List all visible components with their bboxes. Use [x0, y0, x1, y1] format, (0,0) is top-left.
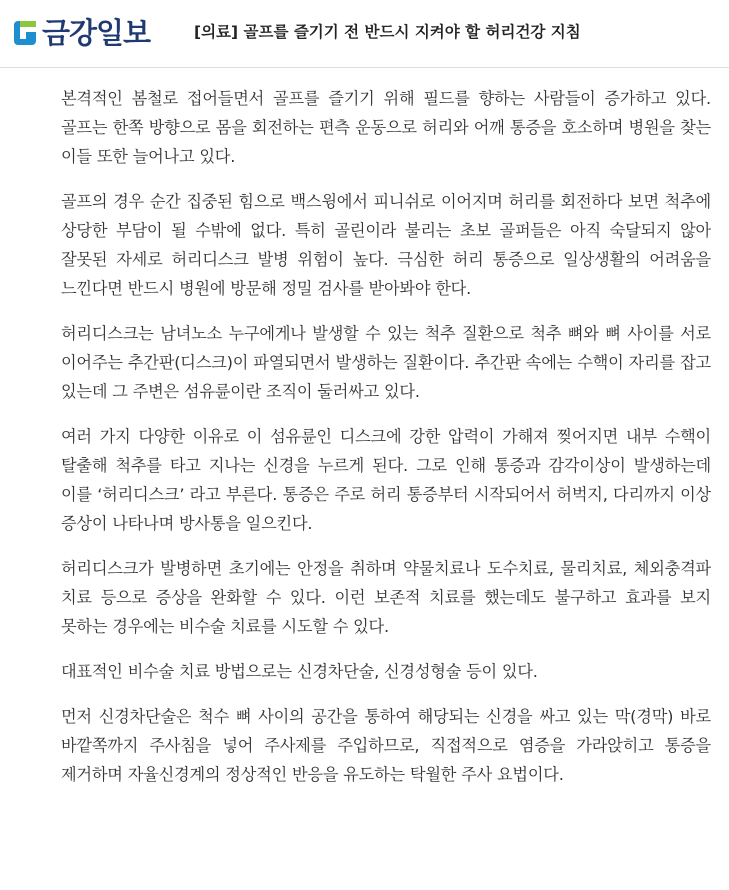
logo-text: 금강일보 — [42, 16, 151, 50]
article-paragraph: 대표적인 비수술 치료 방법으로는 신경차단술, 신경성형술 등이 있다. — [61, 662, 538, 681]
article-paragraph: 허리디스크가 발병하면 초기에는 안정을 취하며 약물치료나 도수치료, 물리치료, 체외충격파 치료 등으로 증상을 완화할 수 있다. 이런 보존적 치료를 했는데도 불구하고 효과를 보지 못하는 경우에는 비수술 치료를 시도할 수 있다. — [61, 559, 711, 636]
site-header — [0, 0, 729, 68]
site-logo[interactable] — [14, 14, 150, 52]
article-paragraph: 본격적인 봄철로 접어들면서 골프를 즐기기 위해 필드를 향하는 사람들이 증가하고 있다. 골프는 한쪽 방향으로 몸을 회전하는 편측 운동으로 허리와 어깨 통증을 호소하며 병원을 찾는 이들 또한 늘어나고 있다. — [61, 89, 711, 166]
article-paragraph: 허리디스크는 남녀노소 누구에게나 발생할 수 있는 척추 질환으로 척추 뼈와 뼈 사이를 서로 이어주는 추간판(디스크)이 파열되면서 발생하는 질환이다. 추간판 속에는 수핵이 자리를 잡고 있는데 그 주변은 섬유륜이란 조직이 둘러싸고 있다. — [61, 324, 711, 401]
article-paragraph: 여러 가지 다양한 이유로 이 섬유륜인 디스크에 강한 압력이 가해져 찢어지면 내부 수핵이 탈출해 척추를 타고 지나는 신경을 누르게 된다. 그로 인해 통증과 감각이상이 발생하는데 이를 ‘허리디스크’ 라고 부른다. 통증은 주로 허리 통증부터 시작되어서 허벅지, 다리까지 이상 증상이 나타나며 방사통을 일으킨다. — [61, 427, 711, 533]
article-body — [61, 84, 711, 805]
article-paragraph: 골프의 경우 순간 집중된 힘으로 백스윙에서 피니쉬로 이어지며 허리를 회전하다 보면 척추에 상당한 부담이 될 수밖에 없다. 특히 골린이라 불리는 초보 골퍼들은 아직 숙달되지 않아 잘못된 자세로 허리디스크 발병 위험이 높다. 극심한 허리 통증으로 일상생활의 어려움을 느낀다면 반드시 병원에 방문해 정밀 검사를 받아봐야 한다. — [61, 192, 711, 298]
article-paragraph: 먼저 신경차단술은 척수 뼈 사이의 공간을 통하여 해당되는 신경을 싸고 있는 막(경막) 바로 바깥쪽까지 주사침을 넣어 주사제를 주입하므로, 직접적으로 염증을 가라앉히고 통증을 제거하며 자율신경계의 정상적인 반응을 유도하는 탁월한 주사 요법이다. — [61, 707, 711, 784]
logo-g-icon — [14, 18, 40, 48]
article-headline: [의료] 골프를 즐기기 전 반드시 지켜야 할 허리건강 지침 — [194, 23, 581, 41]
